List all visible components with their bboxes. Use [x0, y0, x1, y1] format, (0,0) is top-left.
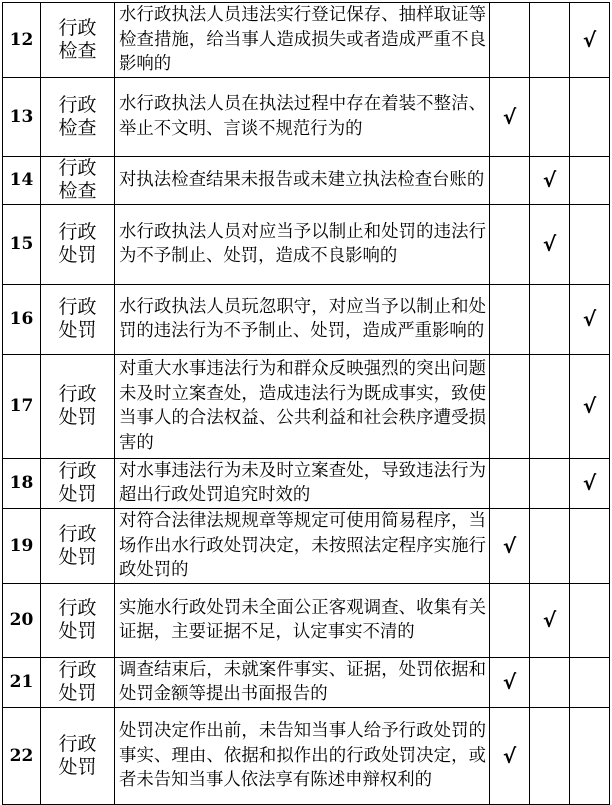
severity-mark-cell: √ [570, 354, 610, 458]
category-line: 行政 [58, 93, 97, 116]
table-row [3, 284, 610, 354]
category-cell [41, 284, 115, 354]
category-cell [41, 707, 115, 804]
row-number: 16 [3, 284, 41, 354]
severity-mark-cell: √ [490, 508, 530, 583]
category-line: 行政 [58, 296, 97, 319]
category-line: 行政 [58, 221, 97, 244]
severity-mark-cell [530, 657, 570, 707]
severity-mark-cell [530, 508, 570, 583]
category-cell [41, 354, 115, 458]
category-line: 行政 [58, 460, 97, 483]
category-cell [41, 3, 115, 78]
severity-mark-cell [490, 458, 530, 508]
table-row [3, 77, 610, 156]
category-line: 行政 [58, 383, 97, 406]
description-cell: 水行政执法人员违法实行登记保存、抽样取证等检查措施，给当事人造成损失或者造成严重不良影响的 [115, 3, 490, 78]
table-row [3, 707, 610, 804]
severity-mark-cell [530, 284, 570, 354]
description-cell: 调查结束后，未就案件事实、证据，处罚依据和处罚金额等提出书面报告的 [115, 657, 490, 707]
row-number: 17 [3, 354, 41, 458]
table-row [3, 458, 610, 508]
severity-mark-cell [570, 156, 610, 204]
severity-mark-cell: √ [490, 657, 530, 707]
violations-table [2, 2, 610, 805]
severity-mark-cell [530, 707, 570, 804]
category-line: 处罚 [58, 755, 97, 778]
description-cell: 水行政执法人员玩忽职守，对应当予以制止和处罚的违法行为不予制止、处罚，造成严重影响的 [115, 284, 490, 354]
row-number: 18 [3, 458, 41, 508]
table-row [3, 3, 610, 78]
table-body [3, 3, 610, 805]
severity-mark-cell [570, 707, 610, 804]
category-line: 处罚 [58, 406, 97, 429]
severity-mark-cell: √ [530, 156, 570, 204]
category-line: 处罚 [58, 319, 97, 342]
severity-mark-cell: √ [570, 3, 610, 78]
category-line: 行政 [58, 659, 97, 682]
severity-mark-cell [530, 77, 570, 156]
category-line: 行政 [58, 522, 97, 545]
row-number: 20 [3, 583, 41, 657]
severity-mark-cell [490, 204, 530, 284]
row-number: 19 [3, 508, 41, 583]
category-cell [41, 458, 115, 508]
severity-mark-cell [490, 354, 530, 458]
category-line: 行政 [58, 732, 97, 755]
description-cell: 对符合法律法规规章等规定可使用简易程序，当场作出水行政处罚决定，未按照法定程序实施行政处罚的 [115, 508, 490, 583]
description-cell: 对重大水事违法行为和群众反映强烈的突出问题未及时立案查处，造成违法行为既成事实，致使当事人的合法权益、公共利益和社会秩序遭受损害的 [115, 354, 490, 458]
category-cell [41, 508, 115, 583]
table-row [3, 156, 610, 204]
category-line: 行政 [58, 157, 97, 180]
severity-mark-cell [530, 458, 570, 508]
severity-mark-cell: √ [490, 77, 530, 156]
category-cell [41, 583, 115, 657]
description-cell: 对水事违法行为未及时立案查处，导致违法行为超出行政处罚追究时效的 [115, 458, 490, 508]
severity-mark-cell [570, 657, 610, 707]
description-cell: 处罚决定作出前，未告知当事人给予行政处罚的事实、理由、依据和拟作出的行政处罚决定，或者未告知当事人依法享有陈述申辩权利的 [115, 707, 490, 804]
category-cell [41, 156, 115, 204]
severity-mark-cell [490, 284, 530, 354]
category-line: 处罚 [58, 483, 97, 506]
description-cell: 水行政执法人员对应当予以制止和处罚的违法行为不予制止、处罚，造成不良影响的 [115, 204, 490, 284]
table-row [3, 204, 610, 284]
severity-mark-cell [490, 583, 530, 657]
table-row [3, 354, 610, 458]
severity-mark-cell [570, 204, 610, 284]
severity-mark-cell [490, 156, 530, 204]
severity-mark-cell [570, 583, 610, 657]
category-line: 处罚 [58, 620, 97, 643]
severity-mark-cell: √ [530, 204, 570, 284]
severity-mark-cell: √ [570, 284, 610, 354]
description-cell: 水行政执法人员在执法过程中存在着装不整洁、举止不文明、言谈不规范行为的 [115, 77, 490, 156]
category-line: 处罚 [58, 244, 97, 267]
table-row [3, 583, 610, 657]
row-number: 22 [3, 707, 41, 804]
row-number: 12 [3, 3, 41, 78]
severity-mark-cell: √ [570, 458, 610, 508]
category-cell [41, 77, 115, 156]
category-cell [41, 657, 115, 707]
severity-mark-cell [490, 3, 530, 78]
severity-mark-cell [570, 508, 610, 583]
category-cell [41, 204, 115, 284]
category-line: 检查 [58, 39, 97, 62]
category-line: 行政 [58, 16, 97, 39]
severity-mark-cell: √ [490, 707, 530, 804]
severity-mark-cell [570, 77, 610, 156]
row-number: 15 [3, 204, 41, 284]
category-line: 行政 [58, 597, 97, 620]
table-row [3, 657, 610, 707]
row-number: 13 [3, 77, 41, 156]
category-line: 检查 [58, 116, 97, 139]
severity-mark-cell: √ [530, 583, 570, 657]
category-line: 处罚 [58, 682, 97, 705]
row-number: 14 [3, 156, 41, 204]
description-cell: 实施水行政处罚未全面公正客观调查、收集有关证据，主要证据不足，认定事实不清的 [115, 583, 490, 657]
table-row [3, 508, 610, 583]
description-cell: 对执法检查结果未报告或未建立执法检查台账的 [115, 156, 490, 204]
row-number: 21 [3, 657, 41, 707]
category-line: 处罚 [58, 545, 97, 568]
severity-mark-cell [530, 354, 570, 458]
category-line: 检查 [58, 180, 97, 203]
severity-mark-cell [530, 3, 570, 78]
